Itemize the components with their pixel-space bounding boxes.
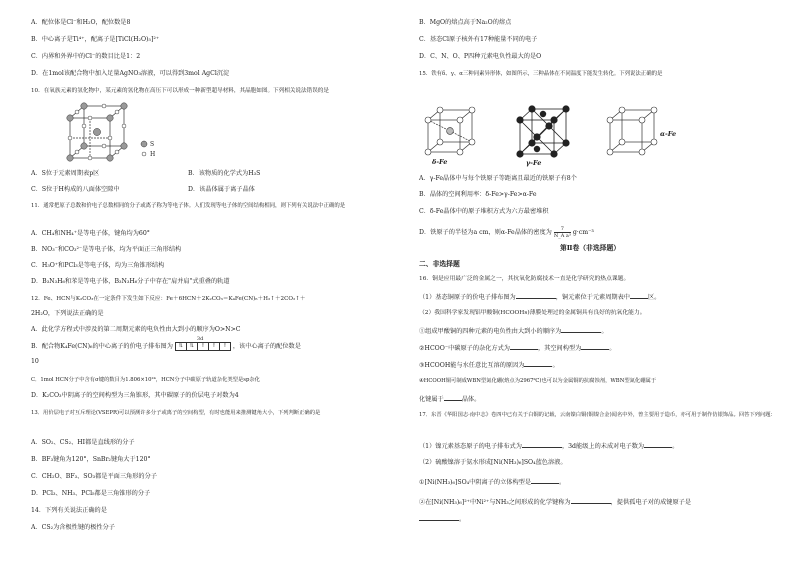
question-10: 10．在氧族元素的氢化物中，某元素的氢化物在高压下可以形成一种新型超导材料，其晶胞如图。下列相关说法错误的是 xyxy=(31,88,329,94)
legend-s: S xyxy=(150,141,155,148)
q16-part2-2: ②HCOO⁻中碳原子的杂化方式为 ，其空间构型为 。 xyxy=(419,345,616,352)
option-15c: C．δ-Fe晶体中的原子堆积方式为六方最密堆积 xyxy=(419,208,549,215)
answer-blank[interactable] xyxy=(644,441,672,448)
density-unit: g·cm⁻³ xyxy=(572,229,594,236)
legend-h: H xyxy=(150,151,156,158)
orbital-label: 3d xyxy=(196,336,204,342)
answer-blank[interactable] xyxy=(531,477,559,484)
option-15b: B．晶体的空间利用率：δ-Fe>γ-Fe>α-Fe xyxy=(419,191,537,198)
text-line: D．在1mol该配合物中加入足量AgNO₃溶液，可以得到3mol AgCl沉淀 xyxy=(31,70,230,77)
h3s-crystal-figure xyxy=(62,100,182,170)
orbital-diagram: 3d ⇅ ⇅ ↑ ↑ ↑ xyxy=(175,342,231,351)
q16-part2-2-mid: ，其空间构型为 xyxy=(537,345,582,352)
section-heading: 二、非选择题 xyxy=(419,260,460,268)
answer-blank[interactable] xyxy=(630,292,648,299)
answer-blank[interactable] xyxy=(571,497,611,504)
label-gamma-fe: γ-Fe xyxy=(526,159,542,167)
text-line: C．内界和外界中的Cl⁻的数目比是1：2 xyxy=(31,53,141,60)
q16-part1-end: 区。 xyxy=(648,294,661,301)
q16-part2-1-text: ①组成甲酸铜的四种元素的电负性由大到小的顺序为 xyxy=(419,328,562,335)
option-11d: D．B₃N₃H₆和苯是等电子体，B₃N₃H₆分子中存在"肩并肩"式重叠的轨道 xyxy=(31,278,230,285)
label-delta-fe: δ-Fe xyxy=(432,158,448,166)
option-13b: B．BF₃键角为120°，SnBr₂键角大于120° xyxy=(31,456,151,463)
q16-part1-text: （1）基态铜原子的价电子排布图为 xyxy=(419,294,516,301)
q17-part2-1-text: ①[Ni(NH₃)₆]SO₄中阴离子的立体构型是 xyxy=(419,479,532,486)
option-15d-text: D．铁原子的半径为a cm，则α-Fe晶体的密度为 xyxy=(419,229,552,236)
option-13d: D．PCl₃、NH₃、PCl₅都是三角锥形的分子 xyxy=(31,490,151,497)
option-14b: B．MgO的熔点高于Na₂O的熔点 xyxy=(419,19,512,26)
question-15: 15．铁有δ、γ、α三种同素异形体，如图所示，三种晶体在不同温度下能发生转化。下列说法正确的是 xyxy=(419,71,663,77)
answer-blank[interactable] xyxy=(516,292,556,299)
section-title: 第Ⅱ卷（非选择题） xyxy=(559,244,621,252)
option-13a: A．SO₂、CS₂、HI都是直线形的分子 xyxy=(31,439,135,446)
left-column xyxy=(0,0,380,562)
option-10c: C．S位于H构成的八面体空隙中 xyxy=(31,186,120,193)
q17-part2-1: ①[Ni(NH₃)₆]SO₄中阴离子的立体构型是 。 xyxy=(419,479,566,486)
density-denominator: N_A a³ xyxy=(553,233,571,239)
q16-part2-4b: 化键属于 晶体。 xyxy=(419,396,481,403)
q17-part2-2 xyxy=(419,497,691,507)
option-10d: D．该晶体属于离子晶体 xyxy=(188,186,255,193)
q17-part1-mid: ，3d能级上的未成对电子数为 xyxy=(561,443,645,450)
q16-part2-3-text: ③HCOOH能与水任意比互溶的原因为 xyxy=(419,362,525,369)
question-17: 17．东晋《华阳国志·南中志》卷四中已有关于白铜的记载，云南镍白铜(铜镍合金)闻名中外，曾主要用于造币，亦可用于制作仿银饰品。回答下列问题： xyxy=(419,412,776,418)
option-12c: C．1mol HCN分子中含有σ键的数目为1.806×10²⁴，HCN分子中碳原子轨道杂化类型是sp杂化 xyxy=(31,377,260,383)
density-numerator: 7 xyxy=(554,226,571,233)
q16-part2-4-end: 晶体。 xyxy=(461,396,481,403)
q16-part2: （2）我国科学家发现铝甲酸铜(HCOOHs)薄膜处理过的金属铜具有良好的抗氧化能力。 xyxy=(419,310,646,316)
question-16: 16．铜是应用最广泛的金属之一，其抗氧化防腐技术一直是化学研究的热点课题。 xyxy=(419,276,630,282)
question-11: 11．通常把原子总数和价电子总数相同的分子或离子称为等电子体。人们发现等电子体的空间结构相同，则下列有关说法中正确的是 xyxy=(31,203,346,209)
question-13: 13．用价层电子对互斥理论(VSEPR)可以预测许多分子或离子的空间构型，有时也能用来推测键角大小，下列判断正确的是 xyxy=(31,410,321,416)
q16-part2-3: ③HCOOH能与水任意比互溶的原因为 。 xyxy=(419,362,559,369)
answer-blank[interactable] xyxy=(581,343,609,350)
text-line: 10 xyxy=(31,358,39,365)
right-column xyxy=(400,0,780,562)
option-12b-text: B．配合物K₄Fe(CN)₆的中心离子的价电子排布图为 xyxy=(31,343,173,350)
answer-blank[interactable] xyxy=(444,394,462,401)
text-line: A．配位体是Cl⁻和H₂O，配位数是8 xyxy=(31,19,131,26)
option-14d: D．C、N、O、P四种元素电负性最大的是O xyxy=(419,53,542,60)
q16-part2-4: ④HCOOH铜可制成WBN型氮化硼(熔点为2967℃)也可以为金属铜的抗腐蚀剂，WBN型氮化硼属于 xyxy=(419,378,657,384)
option-11a: A．CH₄和NH₄⁺是等电子体，键角均为60° xyxy=(31,230,150,237)
option-12b-tail: ，该中心离子的配位数是 xyxy=(232,343,301,350)
option-15d xyxy=(419,226,594,239)
q17-part2-2b xyxy=(419,514,465,524)
option-14c: C．基态Cl原子核外有17种能量不同的电子 xyxy=(419,36,538,43)
question-12: 12．Fe、HCN与K₂CO₃在一定条件下发生如下反应：Fe＋6HCN＋2K₂CO₃＝K₄Fe(CN)₆＋H₂↑＋2CO₂↑＋ xyxy=(31,296,306,302)
q16-part1 xyxy=(419,292,660,302)
option-11c: C．H₃O⁺和PCl₃是等电子体，均为三角锥形结构 xyxy=(31,262,165,269)
answer-blank[interactable] xyxy=(522,441,562,448)
option-12a: A．此化学方程式中涉及的第二周期元素的电负性由大到小的顺序为O>N>C xyxy=(31,326,241,333)
question-14: 14．下列有关说法正确的是 xyxy=(31,507,107,514)
option-12d: D．K₂CO₃中阴离子的空间构型为三角锥形，其中碳原子的价层电子对数为4 xyxy=(31,392,239,399)
option-15a: A．γ-Fe晶体中与每个铁原子等距离且最近的铁原子有8个 xyxy=(419,175,577,182)
q16-part1-mid: ，铜元素位于元素周期表中 xyxy=(555,294,630,301)
q17-part2-2-end: 。 xyxy=(459,516,466,523)
option-13c: C．CH₂O、BF₃、SO₃都是平面三角形的分子 xyxy=(31,473,157,480)
alpha-fe-cell xyxy=(610,110,654,152)
text-line: 2H₂O，下列说法正确的是 xyxy=(31,310,104,317)
option-10b: B．该物质的化学式为H₃S xyxy=(188,170,261,177)
answer-blank[interactable] xyxy=(561,326,601,333)
answer-blank[interactable] xyxy=(510,343,538,350)
iron-allotropes-figure xyxy=(420,104,760,168)
option-11b: B．NO₃⁻和CO₃²⁻是等电子体，均为平面正三角形结构 xyxy=(31,246,182,253)
density-fraction xyxy=(554,226,571,239)
text-line: B．中心离子是Ti⁴⁺，配离子是[TiCl(H₂O)₅]²⁺ xyxy=(31,36,160,43)
option-10a: A．S位于元素周期表p区 xyxy=(31,170,100,177)
answer-blank[interactable] xyxy=(419,514,459,521)
q17-part1: （1）镍元素基态原子的电子排布式为 ，3d能级上的未成对电子数为 。 xyxy=(419,443,679,450)
q16-part2-2-text: ②HCOO⁻中碳原子的杂化方式为 xyxy=(419,345,510,352)
label-alpha-fe: α-Fe xyxy=(660,130,677,138)
q16-part2-1: ①组成甲酸铜的四种元素的电负性由大到小的顺序为 。 xyxy=(419,328,608,335)
q17-part2: （2）硫酸镍溶于氨水形成[Ni(NH₃)₆]SO₄蓝色溶液。 xyxy=(419,459,567,466)
option-12b xyxy=(31,336,301,351)
q17-part1-text: （1）镍元素基态原子的电子排布式为 xyxy=(419,443,522,450)
option-14a: A．CS₂为含极性键的极性分子 xyxy=(31,524,115,531)
q17-part2-2-text: ②在[Ni(NH₃)₆]²⁺中Ni²⁺与NH₃之间形成的化学键称为 xyxy=(419,499,571,506)
q17-part2-2-mid: ，提供孤电子对的成键原子是 xyxy=(610,499,692,506)
answer-blank[interactable] xyxy=(524,360,552,367)
